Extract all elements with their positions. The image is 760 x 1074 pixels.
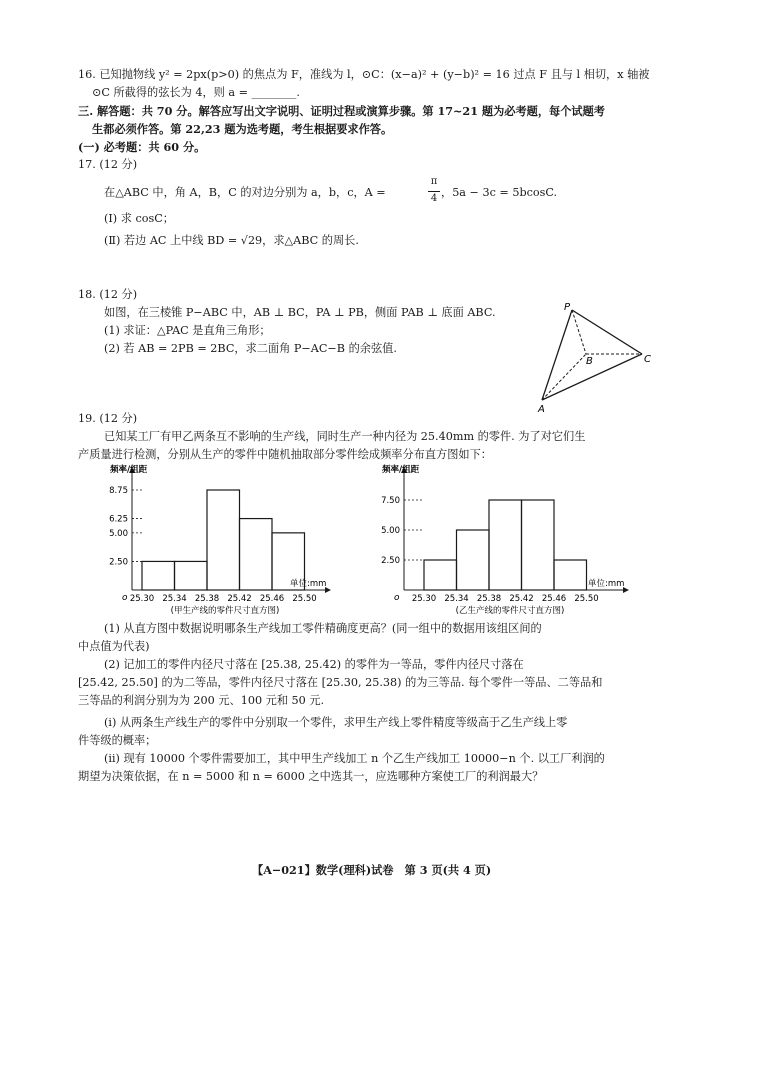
y-axis-label: 频率/组距 <box>382 465 420 475</box>
x-tick-label: 25.30 <box>411 594 437 604</box>
q19-intro2: 产质量进行检测，分别从生产的零件中随机抽取部分零件绘成频率分布直方图如下： <box>78 448 492 461</box>
q19-part-ii-b: 期望为决策依据，在 n = 5000 和 n = 6000 之中选其一，应选哪种方案使工厂的利润最大？ <box>78 770 544 783</box>
x-tick-label: 25.46 <box>259 594 285 604</box>
q19-part1-a: (1) 从直方图中数据说明哪条生产线加工零件精确度更高？(同一组中的数据用该组区间的 <box>104 622 542 635</box>
histogram-jia <box>80 462 350 618</box>
q18-head: 18. (12 分) <box>78 288 138 301</box>
edge-pb <box>572 310 586 354</box>
x-tick-label: 25.42 <box>509 594 534 604</box>
q19-part-i-a: (ⅰ) 从两条生产线生产的零件中分别取一个零件，求甲生产线上零件精度等级高于乙生产线上零 <box>104 716 568 729</box>
histogram-yi <box>360 462 640 618</box>
edge-pc <box>572 310 642 354</box>
chart-caption: (甲生产线的零件尺寸直方图) <box>170 606 280 616</box>
q19-part2-a: (2) 记加工的零件内径尺寸落在 [25.38, 25.42) 的零件为一等品，零件内径尺寸落在 <box>104 658 524 671</box>
y-tick-label: 6.25 <box>109 514 128 525</box>
histogram-bar <box>424 560 457 590</box>
y-tick-label: 5.00 <box>381 526 400 536</box>
x-tick-label: 25.38 <box>476 594 502 604</box>
label-p: P <box>564 302 571 313</box>
q16-line1: 16. 已知抛物线 y² = 2px(p>0) 的焦点为 F，准线为 l，⊙C：(x−a)² + (y−b)² = 16 过点 F 且与 l 相切，x 轴被 <box>78 68 650 81</box>
q19-part2-c: 三等品的利润分别为为 200 元、100 元和 50 元. <box>78 694 325 707</box>
q17-frac-num: π <box>430 176 438 187</box>
q18-stem: 如图，在三棱锥 P−ABC 中，AB ⊥ BC，PA ⊥ PB，侧面 PAB ⊥ 底面 ABC. <box>104 306 496 319</box>
y-tick-label: 2.50 <box>109 557 128 568</box>
x-tick-label: 25.30 <box>129 594 155 604</box>
x-tick-label: 25.34 <box>162 594 187 604</box>
page-footer: 【A−021】数学(理科)试卷 第 3 页(共 4 页) <box>252 863 492 877</box>
tetrahedron-figure <box>530 298 660 416</box>
x-tick-label: 25.50 <box>574 594 599 604</box>
x-axis-unit-label: 单位:mm <box>588 579 625 589</box>
q19-part-i-b: 件等级的概率； <box>78 734 157 747</box>
q16-line2: ⊙C 所截得的弦长为 4，则 a = ________. <box>92 86 300 99</box>
histogram-bar <box>489 500 522 590</box>
edge-pa <box>542 310 572 400</box>
q19-intro1: 已知某工厂有甲乙两条互不影响的生产线，同时生产一种内径为 25.40mm 的零件. 为了对它们生 <box>104 430 586 443</box>
q19-part-ii-a: (ⅱ) 现有 10000 个零件需要加工，其中甲生产线加工 n 个乙生产线加工 10000−n 个. 以工厂利润的 <box>104 752 605 765</box>
q19-part2-b: [25.42, 25.50] 的为二等品，零件内径尺寸落在 [25.30, 25.38) 的为三等品. 每个零件一等品、二等品和 <box>78 676 603 689</box>
q17-stem-a: 在△ABC 中，角 A，B，C 的对边分别为 a，b，c，A = <box>104 186 386 199</box>
q17-part1: (Ⅰ) 求 cosC； <box>104 212 174 225</box>
origin-label: o <box>122 593 128 603</box>
edge-ab <box>542 354 586 400</box>
histogram-bar <box>240 519 273 590</box>
y-tick-label: 7.50 <box>381 496 400 506</box>
chart-caption: (乙生产线的零件尺寸直方图) <box>455 606 565 616</box>
part3-line2: 生都必须作答。第 22,23 题为选考题，考生根据要求作答。 <box>92 122 393 136</box>
part3-required: (一) 必考题：共 60 分。 <box>78 140 206 154</box>
q19-part1-b: 中点值为代表) <box>78 640 150 653</box>
q17-frac-den: 4 <box>430 193 438 204</box>
part3-line1: 三. 解答题：共 70 分。解答应写出文字说明、证明过程或演算步骤。第 17~21 题为必考题，每个试题考 <box>78 104 605 118</box>
q18-part2: (2) 若 AB = 2PB = 2BC，求二面角 P−AC−B 的余弦值. <box>104 342 397 355</box>
histogram-bar <box>554 560 587 590</box>
q17-part2: (Ⅱ) 若边 AC 上中线 BD = √29，求△ABC 的周长. <box>104 234 359 247</box>
histogram-bar <box>522 500 555 590</box>
histogram-bar <box>207 490 240 590</box>
q17-head: 17. (12 分) <box>78 158 138 171</box>
y-tick-label: 5.00 <box>109 528 128 539</box>
origin-label: o <box>394 593 400 603</box>
y-tick-label: 2.50 <box>381 556 400 566</box>
histogram-bar <box>175 561 208 590</box>
histogram-bar <box>142 561 175 590</box>
x-axis-unit-label: 单位:mm <box>290 579 327 589</box>
label-a: A <box>538 404 545 415</box>
q17-frac-bar <box>428 191 440 192</box>
x-tick-label: 25.46 <box>541 594 567 604</box>
histogram-bar <box>457 530 490 590</box>
x-tick-label: 25.38 <box>194 594 220 604</box>
x-tick-label: 25.42 <box>227 594 252 604</box>
y-tick-label: 8.75 <box>109 486 128 496</box>
q19-head: 19. (12 分) <box>78 412 138 425</box>
y-axis-label: 频率/组距 <box>110 465 148 475</box>
x-tick-label: 25.50 <box>292 594 317 604</box>
x-tick-label: 25.34 <box>444 594 469 604</box>
q17-stem-b: ，5a − 3c = 5bcosC. <box>441 186 558 199</box>
q18-part1: (1) 求证：△PAC 是直角三角形； <box>104 324 271 337</box>
label-b: B <box>586 356 593 367</box>
label-c: C <box>644 354 651 365</box>
